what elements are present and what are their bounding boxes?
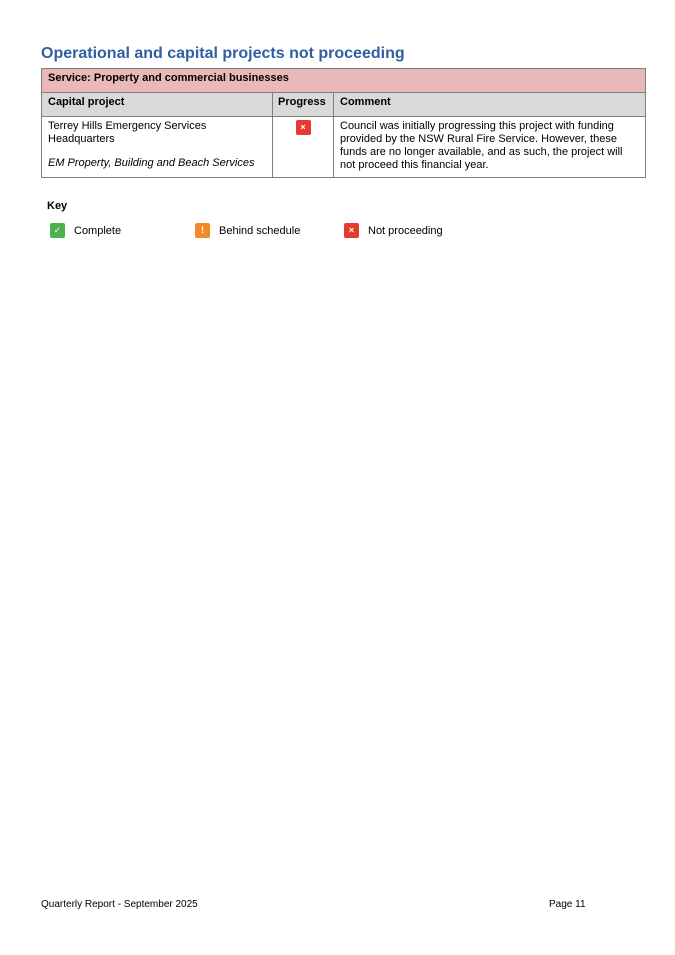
key-item-complete (50, 223, 121, 238)
service-label: Service: Property and commercial businesses (42, 69, 646, 93)
projects-table (41, 68, 646, 178)
check-icon: ✓ (50, 223, 65, 238)
key-item-not-proceeding (344, 223, 443, 238)
table-row (42, 117, 646, 178)
section-title: Operational and capital projects not proceeding (41, 45, 405, 62)
progress-cell (273, 117, 334, 178)
column-header-progress: Progress (273, 93, 334, 117)
footer-page-number: Page 11 (549, 899, 586, 910)
key-label-complete: Complete (74, 224, 122, 237)
comment-cell: Council was initially progressing this project with funding provided by the NSW Rural Fire Service. However, these funds are no longer available, and as such, the project will not proceed this financial year. (334, 117, 646, 178)
key-label-not-proceeding: Not proceeding (368, 224, 443, 237)
key-item-behind-schedule (195, 223, 300, 238)
service-row (42, 69, 646, 93)
cross-icon: × (344, 223, 359, 238)
project-name: Terrey Hills Emergency Services Headquarters (48, 120, 207, 145)
key-label-behind-schedule: Behind schedule (219, 224, 301, 237)
column-header-comment: Comment (334, 93, 646, 117)
project-cell (42, 117, 273, 178)
project-owner: EM Property, Building and Beach Services (48, 157, 255, 169)
column-header-capital-project: Capital project (42, 93, 273, 117)
key-title: Key (47, 200, 68, 212)
exclamation-icon: ! (195, 223, 210, 238)
footer-report-title: Quarterly Report - September 2025 (41, 899, 198, 910)
cross-icon: × (296, 120, 311, 135)
table-header-row (42, 93, 646, 117)
